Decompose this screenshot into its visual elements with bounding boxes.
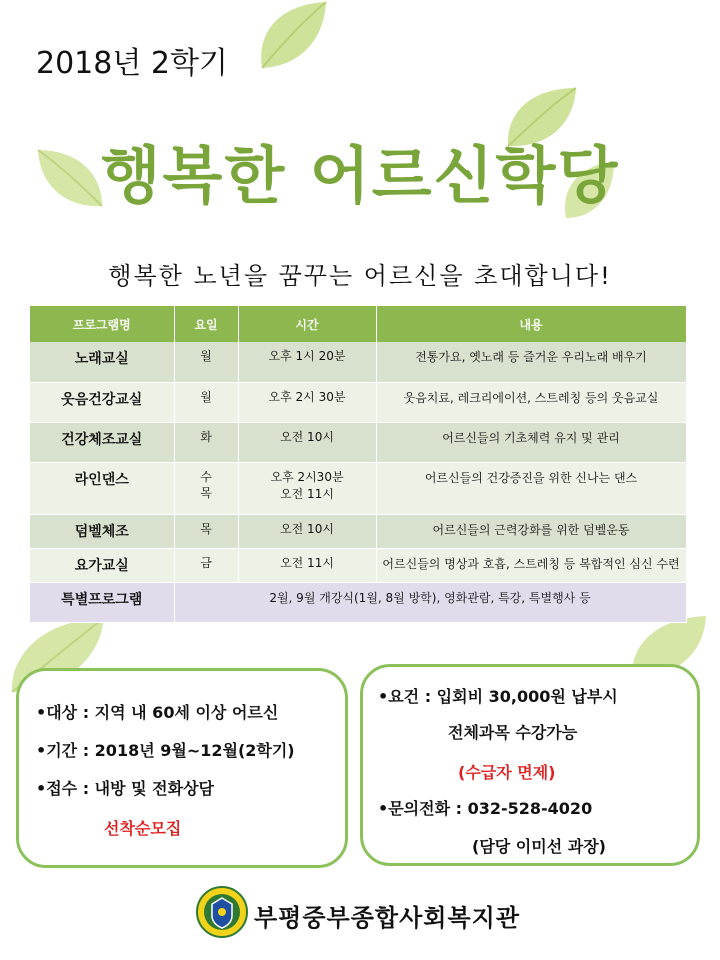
program-desc: 어르신들의 건강증진을 위한 신나는 댄스 <box>376 462 686 514</box>
table-row <box>30 382 686 422</box>
program-name: 노래교실 <box>30 342 174 382</box>
organization-name: 부평중부종합사회복지관 <box>254 904 521 932</box>
program-time: 오전 10시 <box>238 514 376 548</box>
program-name: 요가교실 <box>30 548 174 582</box>
header-time: 시간 <box>238 306 376 342</box>
header-day: 요일 <box>174 306 238 342</box>
contact-text: (담당 이미선 과장) <box>472 837 606 856</box>
table-row <box>30 422 686 462</box>
table-row <box>30 342 686 382</box>
table-row <box>30 462 686 514</box>
page-subtitle: 행복한 노년을 꿈꾸는 어르신을 초대합니다! <box>108 262 612 290</box>
info-box-left <box>16 668 348 868</box>
term-label: 2018년 2학기 <box>36 46 228 81</box>
program-day: 월 <box>174 342 238 382</box>
program-name: 건강체조교실 <box>30 422 174 462</box>
table-header-row <box>30 306 686 342</box>
program-day: 월 <box>174 382 238 422</box>
table-row-special <box>30 582 686 622</box>
header-program: 프로그램명 <box>30 306 174 342</box>
program-day: 금 <box>174 548 238 582</box>
program-desc: 웃음치료, 레크리에이션, 스트레칭 등의 웃음교실 <box>376 382 686 422</box>
program-time: 오전 10시 <box>238 422 376 462</box>
program-desc: 전통가요, 옛노래 등 즐거운 우리노래 배우기 <box>376 342 686 382</box>
program-time: 오후 2시30분 오전 11시 <box>238 462 376 514</box>
phone-text: •문의전화 : 032-528-4020 <box>378 799 593 818</box>
target-text: •대상 : 지역 내 60세 이상 어르신 <box>36 703 279 722</box>
program-name: 웃음건강교실 <box>30 382 174 422</box>
program-name: 덤벨체조 <box>30 514 174 548</box>
program-desc: 어르신들의 근력강화를 위한 덤벨운동 <box>376 514 686 548</box>
first-come-note: 선착순모집 <box>104 819 182 838</box>
schedule-table <box>30 306 687 623</box>
program-desc: 어르신들의 기초체력 유지 및 관리 <box>376 422 686 462</box>
exempt-text: (수급자 면제) <box>458 763 556 782</box>
all-courses-text: 전체과목 수강가능 <box>448 723 578 742</box>
program-day: 수 목 <box>174 462 238 514</box>
program-name: 라인댄스 <box>30 462 174 514</box>
program-time: 오전 11시 <box>238 548 376 582</box>
period-text: •기간 : 2018년 9월~12월(2학기) <box>36 741 295 760</box>
program-time: 오후 2시 30분 <box>238 382 376 422</box>
program-day: 목 <box>174 514 238 548</box>
leaf-top-icon <box>252 0 332 70</box>
requirement-text: •요건 : 입회비 30,000원 납부시 <box>378 687 618 706</box>
page-title: 행복한 어르신학당 <box>100 139 620 212</box>
program-day: 화 <box>174 422 238 462</box>
apply-text: •접수 : 내방 및 전화상담 <box>36 779 215 798</box>
program-desc: 어르신들의 명상과 호흡, 스트레칭 등 복합적인 심신 수련 <box>376 548 686 582</box>
table-row <box>30 514 686 548</box>
table-row <box>30 548 686 582</box>
program-desc: 2월, 9월 개강식(1월, 8월 방학), 영화관람, 특강, 특별행사 등 <box>174 582 686 622</box>
welfare-center-logo-icon <box>196 886 248 938</box>
program-name: 특별프로그램 <box>30 582 174 622</box>
header-content: 내용 <box>376 306 686 342</box>
program-time: 오후 1시 20분 <box>238 342 376 382</box>
